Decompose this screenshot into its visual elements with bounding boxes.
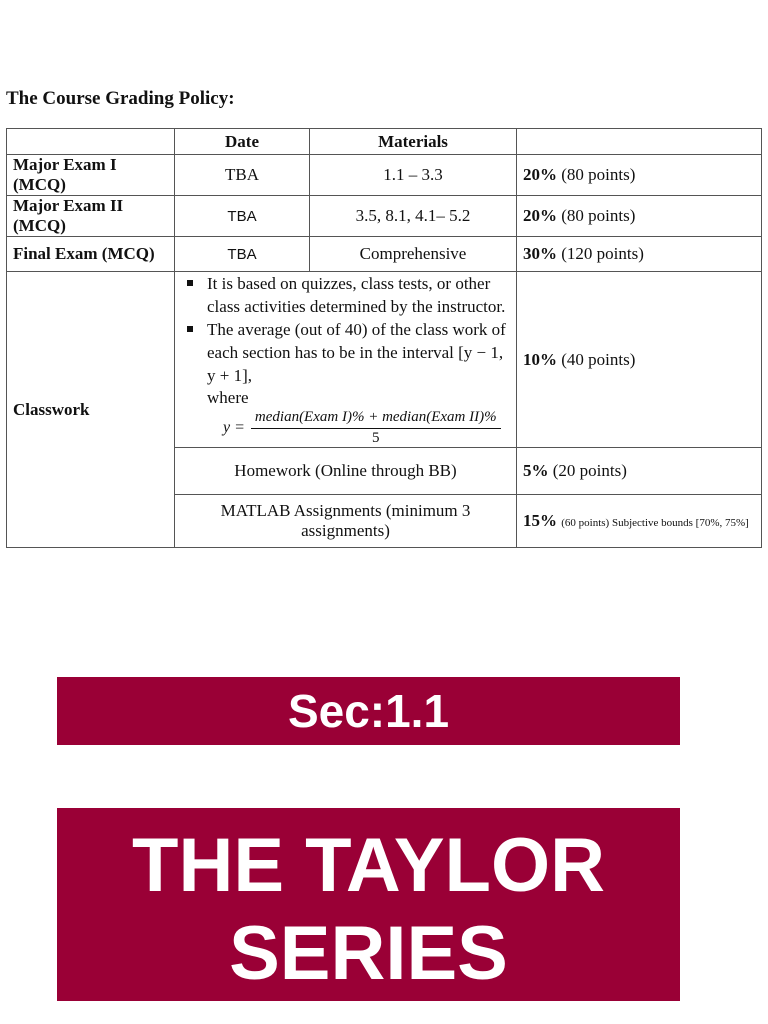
weight-points: (80 points) — [561, 206, 636, 225]
matlab-label: MATLAB Assignments (minimum 3 assignments) — [175, 495, 517, 548]
classwork-bullet-2: The average (out of 40) of the class work of each section has to be in the interval [y − 1, y + 1], — [207, 320, 506, 385]
bullet-square-icon — [187, 326, 193, 332]
classwork-formula — [223, 409, 510, 447]
classwork-bullet-1: It is based on quizzes, class tests, or other class activities determined by the instructor. — [207, 274, 506, 316]
exam-weight — [517, 196, 762, 237]
classwork-description — [175, 272, 517, 448]
exam-name: Final Exam (MCQ) — [7, 237, 175, 272]
exam-date: TBA — [175, 155, 310, 196]
exam-date: TBA — [175, 196, 310, 237]
table-header-row — [7, 129, 762, 155]
classwork-label: Classwork — [7, 272, 175, 548]
table-row — [7, 237, 762, 272]
weight-percent: 20% — [523, 165, 557, 184]
classwork-weight — [517, 272, 762, 448]
table-row — [7, 196, 762, 237]
grading-policy-heading: The Course Grading Policy: — [6, 88, 235, 109]
section-title-line-2: SERIES — [229, 911, 508, 996]
exam-materials: Comprehensive — [310, 237, 517, 272]
grading-policy-table — [6, 128, 762, 548]
exam-materials: 1.1 – 3.3 — [310, 155, 517, 196]
weight-points: (80 points) — [561, 165, 636, 184]
weight-points: (20 points) — [552, 461, 627, 480]
exam-name: Major Exam I (MCQ) — [7, 155, 175, 196]
weight-points: (120 points) — [561, 244, 644, 263]
bullet-square-icon — [187, 280, 193, 286]
table-row — [7, 155, 762, 196]
where-text: where — [207, 388, 249, 407]
header-cell-weight — [517, 129, 762, 155]
weight-percent: 10% — [523, 349, 557, 369]
weight-percent: 20% — [523, 206, 557, 225]
classwork-bullets — [181, 272, 510, 387]
exam-weight — [517, 237, 762, 272]
weight-points: (40 points) — [561, 349, 636, 369]
header-cell-blank — [7, 129, 175, 155]
table-row-classwork — [7, 272, 762, 448]
weight-percent: 15% — [523, 511, 557, 530]
matlab-note: (60 points) Subjective bounds [70%, 75%] — [561, 517, 749, 529]
weight-percent: 30% — [523, 244, 557, 263]
section-title-banner — [57, 808, 680, 1001]
exam-materials: 3.5, 8.1, 4.1– 5.2 — [310, 196, 517, 237]
section-title-line-1: THE TAYLOR — [132, 823, 605, 908]
formula-numerator: median(Exam I)% + median(Exam II)% — [251, 409, 501, 429]
header-cell-materials: Materials — [310, 129, 517, 155]
exam-weight — [517, 155, 762, 196]
homework-weight — [517, 448, 762, 495]
section-label-banner: Sec:1.1 — [57, 677, 680, 745]
weight-percent: 5% — [523, 461, 549, 480]
formula-denominator: 5 — [372, 430, 380, 446]
homework-label: Homework (Online through BB) — [175, 448, 517, 495]
formula-fraction — [251, 409, 501, 447]
matlab-weight — [517, 495, 762, 548]
exam-date: TBA — [175, 237, 310, 272]
formula-lhs: y = — [223, 419, 245, 436]
list-item — [207, 272, 510, 318]
header-cell-date: Date — [175, 129, 310, 155]
exam-name: Major Exam II (MCQ) — [7, 196, 175, 237]
list-item — [207, 318, 510, 387]
